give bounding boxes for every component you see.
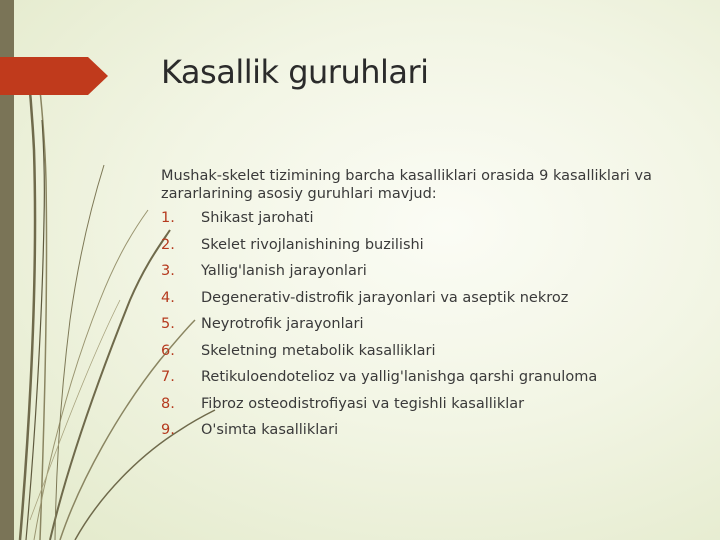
list-item-text: Retikuloendotelioz va yallig'lanishga qarshi granuloma: [201, 369, 598, 385]
list-item-number: 8.: [161, 395, 175, 412]
list-item-number: 6.: [161, 342, 175, 359]
list-item-text: Skeletning metabolik kasalliklari: [201, 342, 436, 359]
list-item-text: O'simta kasalliklari: [201, 422, 339, 438]
slide-content: [161, 167, 681, 448]
list-item: [161, 262, 681, 289]
intro-text: Mushak-skelet tizimining barcha kasalliklari orasida 9 kasalliklari va zararlarining asosiy guruhlari mavjud:: [161, 168, 652, 202]
list-item: [161, 395, 681, 422]
list-item: [161, 236, 681, 263]
list-item-number: 5.: [161, 316, 175, 332]
title-arrow-shape: [0, 57, 110, 97]
list-item-text: Neyrotrofik jarayonlari: [201, 316, 364, 332]
list-item: [161, 315, 681, 342]
list-item-number: 4.: [161, 289, 175, 306]
list-item: [161, 209, 681, 236]
list-item-number: 7.: [161, 369, 175, 385]
list-item: [161, 289, 681, 316]
list-item-text: Shikast jarohati: [201, 210, 314, 226]
list-item-text: Skelet rivojlanishining buzilishi: [201, 236, 424, 253]
list-item-number: 3.: [161, 263, 175, 279]
list-item: [161, 342, 681, 369]
list-item: [161, 421, 681, 448]
slide-title: Kasallik guruhlari: [161, 53, 429, 91]
list-item-number: 9.: [161, 422, 175, 438]
list-item-text: Yallig'lanish jarayonlari: [201, 263, 367, 279]
disease-group-list: [161, 209, 681, 448]
list-item-text: Degenerativ-distrofik jarayonlari va aseptik nekroz: [201, 289, 569, 306]
list-item-number: 1.: [161, 210, 175, 226]
list-item: [161, 368, 681, 395]
list-item-number: 2.: [161, 236, 175, 253]
list-item-text: Fibroz osteodistrofiyasi va tegishli kasalliklar: [201, 395, 525, 412]
